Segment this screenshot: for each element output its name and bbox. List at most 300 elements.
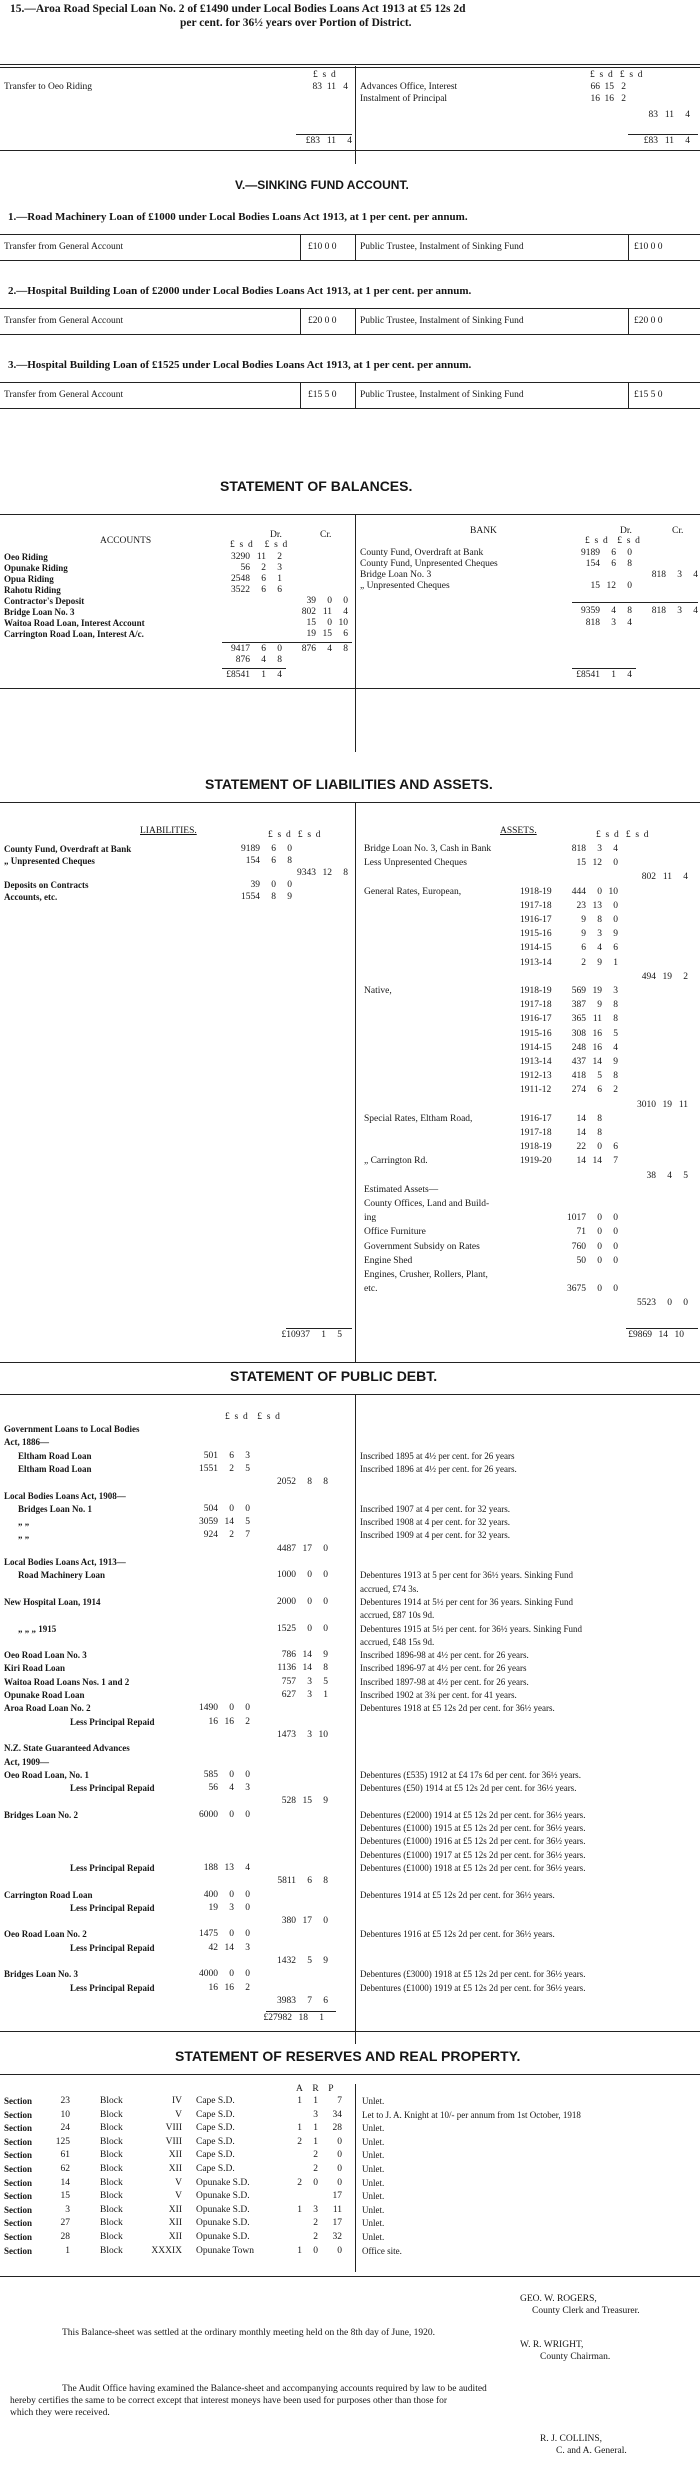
liability-label: „ Unpresented Cheques xyxy=(4,856,95,866)
asset-b-d: 2 xyxy=(683,971,688,982)
debt-a-d: 2 xyxy=(245,1716,250,1727)
asset-a-d: 3 xyxy=(613,986,618,996)
reserve-p: 34 xyxy=(332,2109,342,2120)
debt-note: Inscribed 1908 at 4 per cent. for 32 years. xyxy=(360,1517,510,1528)
reserve-r: 3 xyxy=(313,2109,318,2120)
balances-account-dr-d: 3 xyxy=(277,563,282,573)
asset-b-l: 802 xyxy=(641,872,656,883)
asset-year: 1917-18 xyxy=(520,1128,552,1138)
balances-account-cr-d: 6 xyxy=(343,629,348,639)
reserve-note: Unlet. xyxy=(362,2150,385,2161)
s15-right-s: 15 xyxy=(604,82,614,92)
rule-line xyxy=(266,2011,336,2012)
asset-year: 1917-18 xyxy=(520,1000,552,1011)
debt-b-l: 786 xyxy=(281,1650,296,1661)
debt-label: Local Bodies Loans Act, 1908— xyxy=(4,1490,126,1501)
public-debt-heading: STATEMENT OF PUBLIC DEBT. xyxy=(230,1368,438,1384)
clerk-name: GEO. W. ROGERS, xyxy=(520,2294,597,2304)
balances-account-label: Opunake Riding xyxy=(4,563,68,573)
asset-b-d: 5 xyxy=(683,1170,688,1181)
debt-label: Eltham Road Loan xyxy=(18,1463,92,1474)
debt-b-d: 10 xyxy=(318,1729,328,1740)
reserve-block-word: Block xyxy=(100,2177,123,2188)
reserve-district: Opunake S.D. xyxy=(196,2177,250,2188)
debt-a-l: 6000 xyxy=(199,1809,218,1820)
debt-b-d: 0 xyxy=(323,1570,328,1581)
reserve-r: 3 xyxy=(313,2204,318,2215)
s15-right-s: 16 xyxy=(604,94,614,104)
asset-a-s: 3 xyxy=(597,844,602,854)
reserve-section-no: 3 xyxy=(65,2204,70,2215)
auditor-name: R. J. COLLINS, xyxy=(540,2434,603,2444)
reserve-block-no: VIII xyxy=(165,2136,182,2147)
asset-year: 1911-12 xyxy=(520,1085,552,1096)
debt-label: Act, 1886— xyxy=(4,1437,49,1448)
debt-note: Inscribed 1909 at 4 per cent. for 32 years. xyxy=(360,1530,510,1541)
asset-a-s: 0 xyxy=(597,886,602,897)
balances-cr-right: Cr. xyxy=(672,526,684,536)
reserve-district: Cape S.D. xyxy=(196,2164,235,2174)
balances-account-cr-s: 0 xyxy=(327,596,332,606)
balances-right-sum-dr-s: 4 xyxy=(611,606,616,616)
debt-a-s: 13 xyxy=(224,1862,234,1873)
debt-a-d: 0 xyxy=(245,1809,250,1820)
reserve-block-no: IV xyxy=(171,2096,182,2106)
reserve-r: 0 xyxy=(313,2177,318,2188)
debt-label: Government Loans to Local Bodies xyxy=(4,1424,140,1434)
divider xyxy=(300,382,301,408)
balances-account-label: Carrington Road Loan, Interest A/c. xyxy=(4,629,144,639)
reserve-section-no: 23 xyxy=(60,2096,70,2106)
reserve-section-word: Section xyxy=(4,2232,32,2242)
debt-a-s: 14 xyxy=(224,1942,234,1953)
debt-b-s: 7 xyxy=(307,1995,312,2006)
balances-account-dr-d: 1 xyxy=(277,574,282,584)
debt-note: Debentures (£1000) 1916 at £5 12s 2d per cent. for 36½ years. xyxy=(360,1836,586,1847)
divider xyxy=(355,234,356,260)
reserve-a: 1 xyxy=(297,2204,302,2215)
reserve-block-word: Block xyxy=(100,2204,123,2215)
settled-note: This Balance-sheet was settled at the ordinary monthly meeting held on the 8th day of June, 1920. xyxy=(62,2328,436,2338)
balances-bank-label: Bridge Loan No. 3 xyxy=(360,570,432,580)
liability-b-d: 8 xyxy=(343,868,348,878)
s15-right-l: 16 xyxy=(590,94,600,104)
rule-line xyxy=(572,602,698,603)
debt-a-d: 3 xyxy=(245,1783,250,1794)
debt-b-s: 0 xyxy=(307,1596,312,1607)
public-debt-section: STATEMENT OF PUBLIC DEBT. £ s d £ s d Government Loans to Local Bodies Act, 1886— Eltham Road Loan 501 6 3 Inscribed 1895 at 4½ per cent. for 26 years Eltham Road Loan 1551 2 5 Inscribed 1896 at 4½ per cent. for 26 years. 2052 8 8 Local Bodies Loans Act, 1908— Bridges Loan No. 1 504 0 0 Inscribed 1907 at 4 per cent. for 32 years. „ „ 3059 14 5 Inscribed 1908 at 4 per cent. for 32 years. „ „ 924 2 7 Inscribed 1909 at 4 per cent. for 32 years. 4487 17 0 Local Bodies Loans Act, 1913— Road Machinery Loan 1000 0 0 Debentures 1913 at 5 per cent for 36½ years. Sinking Fund accrued, £74 3s. New Hospital Loan, 1914 2000 0 0 Debentures 1914 at 5½ per cent for 36 years. Sinking Fund accrued, £87 10s 9d. „ „ „ 1915 1525 0 0 Debentures 1915 at 5½ per cent. for 36½ years. Sinking Fund accrued, £48 15s 9d. Oeo Road Loan No. 3 786 14 9 Inscribed 1896-98 at 4½ per cent. for 26 years. Kiri Road Loan 1136 14 8 Inscribed 1896-97 at 4½ per cent. for 26 years Waitoa Road Loans Nos. 1 and 2 757 3 5 Inscribed 1897-98 at 4½ per cent. for 26 years. Opunake Road Loan 627 3 1 Inscribed 1902 at 3¾ per cent. for 41 years. Aroa Road Loan No. 2 1490 0 0 Debentures 1918 at £5 12s 2d per cent. for 36½ years. Less Principal Repaid 16 16 2 1473 3 10 N.Z. State Guaranteed Advances Act, 1909— Oeo Road Loan, No. 1 585 0 0 Debentures (£535) 1912 at £4 17s 6d per cent. for 36½ years. Less Principal Repaid 56 4 3 Debentures (£50) 1914 at £5 12s 2d per cent. for 36½ years. 528 15 9 Bridges Loan No. 2 6000 0 0 Debentures (£2000) 1914 at £5 12s 2d per cent. for 36½ years. Debentures (£1000) 1915 at £5 12s 2d per cent. for 36½ years. Debentures (£1000) 1916 at £5 12s 2d per cent. for 36½ years. Debentures (£1000) 1917 at £5 12s 2d per cent. for 36½ years. Less Principal Repaid 188 13 4 Debentures (£1000) 1918 at £5 12s 2d per cent. for 36½ years. 5811 6 8 Carrington Road Loan 400 0 0 Debentures 1914 at £5 12s 2d per cent. for 36½ years. Less Principal Repaid 19 3 0 380 17 0 Oeo Road Loan No. 2 1475 0 0 Debentures 1916 at £5 12s 2d per cent. for 36½ years. Less Principal Repaid 42 14 3 1432 5 9 Bridges Loan No. 3 4000 0 0 Debentures (£3000) 1918 at £5 12s 2d per cent. for 36½ years. Less Principal Repaid 16 16 2 Debentures (£1000) 1919 at £5 12s 2d per cent. for 36½ years. 3983 7 6 £27982 18 1 xyxy=(0,1360,700,2050)
debt-label: Act, 1909— xyxy=(4,1756,49,1767)
arp-p: P xyxy=(328,2084,334,2094)
debt-b-s: 0 xyxy=(307,1570,312,1581)
debt-note: Debentures (£50) 1914 at £5 12s 2d per cent. for 36½ years. xyxy=(360,1783,577,1794)
reserve-district: Cape S.D. xyxy=(196,2150,235,2161)
asset-a-d: 5 xyxy=(613,1028,618,1039)
asset-b-d: 0 xyxy=(683,1298,688,1309)
debt-b-d: 0 xyxy=(323,1596,328,1607)
rule-line xyxy=(222,642,352,643)
debt-label: Eltham Road Loan xyxy=(18,1450,92,1461)
reserve-block-word: Block xyxy=(100,2218,123,2229)
asset-a-s: 4 xyxy=(597,943,602,954)
debt-a-d: 5 xyxy=(245,1463,250,1474)
balances-bank-dr-d: 0 xyxy=(627,548,632,558)
col-head-right: £ s d £ s d xyxy=(590,70,643,80)
balances-heading: STATEMENT OF BALANCES. xyxy=(220,478,413,494)
debt-b-s: 14 xyxy=(302,1650,312,1661)
asset-year: 1919-20 xyxy=(520,1156,552,1167)
balances-account-dr-d: 2 xyxy=(277,552,282,562)
debt-a-s: 16 xyxy=(224,1716,234,1727)
debt-note: Debentures 1918 at £5 12s 2d per cent. for 36½ years. xyxy=(360,1703,555,1714)
balances-left-total-d: 4 xyxy=(277,670,282,680)
asset-a-s: 3 xyxy=(597,929,602,940)
asset-a-l: 50 xyxy=(576,1255,586,1266)
balances-account-cr-l: 802 xyxy=(301,607,316,617)
reserve-note: Unlet. xyxy=(362,2191,385,2202)
debt-a-s: 0 xyxy=(229,1889,234,1900)
liability-b-s: 12 xyxy=(322,868,332,878)
liabilities-total-l: £10937 xyxy=(281,1330,310,1340)
debt-a-d: 0 xyxy=(245,1969,250,1980)
asset-a-l: 14 xyxy=(576,1113,586,1124)
reserve-district: Cape S.D. xyxy=(196,2109,235,2120)
arp-a: A xyxy=(296,2084,303,2094)
balances-account-dr-s: 6 xyxy=(261,585,266,595)
asset-a-d: 0 xyxy=(613,900,618,911)
assets-head: ASSETS. xyxy=(500,826,537,836)
divider xyxy=(300,234,301,260)
debt-a-l: 1490 xyxy=(199,1703,218,1714)
asset-a-s: 9 xyxy=(597,1000,602,1011)
reserve-note: Unlet. xyxy=(362,2123,385,2134)
asset-label: County Offices, Land and Build- xyxy=(364,1199,490,1209)
debt-b-s: 3 xyxy=(307,1729,312,1740)
audit-line-2: hereby certifies the same to be correct except that interest moneys have been used for purposes other than those for xyxy=(10,2396,448,2406)
s15-left-total-l: £83 xyxy=(305,136,320,146)
reserve-block-no: XII xyxy=(168,2150,182,2161)
asset-year: 1915-16 xyxy=(520,1028,552,1039)
assets-total-s: 14 xyxy=(658,1330,668,1340)
debt-b-l: 380 xyxy=(281,1916,296,1927)
clerk-title: County Clerk and Treasurer. xyxy=(532,2306,640,2316)
chairman-name: W. R. WRIGHT, xyxy=(520,2340,584,2350)
rule-line xyxy=(0,2276,700,2277)
balances-left-sum-dr-s: 6 xyxy=(261,644,266,654)
debt-b-s: 14 xyxy=(302,1663,312,1674)
debt-b-l: 2000 xyxy=(277,1596,296,1607)
s15-right-sub-l: 83 xyxy=(648,110,658,120)
reserve-p: 0 xyxy=(337,2136,342,2147)
asset-a-d: 0 xyxy=(613,1241,618,1252)
liability-a-d: 0 xyxy=(287,844,292,854)
reserve-note: Let to J. A. Knight at 10/- per annum from 1st October, 1918 xyxy=(362,2109,581,2120)
asset-a-l: 569 xyxy=(571,986,586,996)
balances-bank-dr-s: 12 xyxy=(606,581,616,591)
s15-right-d: 2 xyxy=(621,94,626,104)
debt-note: accrued, £74 3s. xyxy=(360,1583,419,1594)
asset-b-l: 3010 xyxy=(637,1099,656,1110)
liability-b-l: 9343 xyxy=(297,868,316,878)
debt-note: Inscribed 1907 at 4 per cent. for 32 years. xyxy=(360,1503,510,1514)
debt-label: „ „ „ 1915 xyxy=(18,1623,57,1634)
footer-section xyxy=(0,2290,700,2482)
reserve-r: 2 xyxy=(313,2232,318,2242)
debt-note: Debentures 1914 at 5½ per cent for 36 years. Sinking Fund xyxy=(360,1596,573,1607)
asset-year: 1913-14 xyxy=(520,1057,552,1067)
reserve-section-word: Section xyxy=(4,2218,32,2229)
s15-left-label: Transfer to Oeo Riding xyxy=(4,82,93,92)
asset-a-s: 0 xyxy=(597,1213,602,1224)
debt-b-d: 9 xyxy=(323,1796,328,1807)
asset-a-l: 418 xyxy=(571,1071,586,1082)
asset-a-d: 8 xyxy=(613,1000,618,1011)
debt-a-d: 0 xyxy=(245,1769,250,1780)
asset-a-d: 9 xyxy=(613,929,618,940)
asset-a-s: 0 xyxy=(597,1227,602,1238)
debt-b-d: 8 xyxy=(323,1663,328,1674)
asset-year: 1916-17 xyxy=(520,1014,552,1025)
asset-a-d: 0 xyxy=(613,915,618,925)
reserve-r: 0 xyxy=(313,2245,318,2256)
reserve-section-no: 1 xyxy=(65,2245,70,2256)
auditor-title: C. and A. General. xyxy=(556,2446,627,2456)
arp-r: R xyxy=(312,2084,319,2094)
debt-b-d: 0 xyxy=(323,1543,328,1554)
balances-right-sum-dr-d: 8 xyxy=(627,606,632,616)
s15-right-total-s: 11 xyxy=(664,136,674,146)
debt-label: Carrington Road Loan xyxy=(4,1889,93,1900)
reserve-district: Cape S.D. xyxy=(196,2096,235,2106)
divider xyxy=(355,308,356,334)
debt-note: Debentures 1916 at £5 12s 2d per cent. for 36½ years. xyxy=(360,1929,555,1940)
balances-left-sum-cr-d: 8 xyxy=(343,644,348,654)
liability-a-l: 154 xyxy=(245,856,260,866)
debt-a-s: 2 xyxy=(229,1530,234,1541)
asset-a-l: 2 xyxy=(581,957,586,968)
s15-right-sub-s: 11 xyxy=(664,110,674,120)
balances-account-cr-s: 0 xyxy=(327,618,332,628)
asset-a-l: 9 xyxy=(581,915,586,925)
debt-a-l: 19 xyxy=(208,1902,218,1913)
sinking-loan-title: 3.—Hospital Building Loan of £1525 under Local Bodies Loans Act 1913, at 1 per cent. per annum. xyxy=(8,359,472,371)
balances-bank-cr-d: 4 xyxy=(693,570,698,580)
debt-b-l: 1525 xyxy=(277,1623,296,1634)
asset-year: 1913-14 xyxy=(520,957,552,968)
reserve-section-no: 62 xyxy=(60,2164,70,2174)
balances-bank-dr-l: 154 xyxy=(585,559,600,569)
balances-account-label: Opua Riding xyxy=(4,574,54,584)
debt-label: Oeo Road Loan, No. 1 xyxy=(4,1769,90,1780)
reserve-p: 0 xyxy=(337,2150,342,2161)
sinking-loan-title: 1.—Road Machinery Loan of £1000 under Local Bodies Loans Act 1913, at 1 per cent. per annum. xyxy=(8,211,468,223)
balances-dr-left: Dr. xyxy=(270,530,282,540)
reserve-note: Unlet. xyxy=(362,2136,385,2147)
s15-left-d: 4 xyxy=(343,82,348,92)
balances-account-cr-d: 10 xyxy=(338,618,348,628)
liabilities-head: LIABILITIES. xyxy=(140,826,197,836)
debt-a-s: 3 xyxy=(229,1902,234,1913)
asset-year: 1918-19 xyxy=(520,1142,552,1153)
asset-b-s: 19 xyxy=(662,1099,672,1110)
asset-a-d: 10 xyxy=(608,886,618,897)
rule-line xyxy=(0,308,700,309)
liability-a-l: 9189 xyxy=(241,844,260,854)
debt-b-s: 17 xyxy=(302,1916,312,1927)
debt-a-s: 0 xyxy=(229,1969,234,1980)
reserve-section-word: Section xyxy=(4,2164,32,2174)
debt-b-l: 1432 xyxy=(277,1956,296,1966)
sinking-left-value: £10 0 0 xyxy=(308,242,337,252)
reserve-section-word: Section xyxy=(4,2109,32,2120)
reserve-p: 0 xyxy=(337,2245,342,2256)
asset-a-l: 23 xyxy=(576,900,586,911)
debt-b-d: 6 xyxy=(323,1995,328,2006)
debt-b-d: 1 xyxy=(323,1690,328,1700)
reserve-block-no: V xyxy=(175,2177,182,2188)
assets-total-d: 10 xyxy=(674,1330,684,1340)
rule-line xyxy=(296,134,352,135)
debt-note: Inscribed 1902 at 3¾ per cent. for 41 years. xyxy=(360,1690,517,1700)
reserve-p: 28 xyxy=(332,2123,342,2134)
asset-a-s: 9 xyxy=(597,957,602,968)
reserve-block-no: V xyxy=(175,2191,182,2202)
asset-a-s: 6 xyxy=(597,1085,602,1096)
reserve-section-word: Section xyxy=(4,2204,32,2215)
asset-a-l: 9 xyxy=(581,929,586,940)
debt-b-l: 757 xyxy=(281,1676,296,1687)
asset-b-d: 11 xyxy=(678,1099,688,1110)
reserve-r: 2 xyxy=(313,2150,318,2161)
asset-a-d: 7 xyxy=(613,1156,618,1167)
liabilities-section: STATEMENT OF LIABILITIES AND ASSETS. LIABILITIES. ASSETS. £ s d £ s d £ s d £ s d County Fund, Overdraft at Bank 9189 6 0 „ Unpresented Cheques 154 6 8 9343 12 8 Deposits on Contracts 39 0 0 Accounts, etc. 1554 8 9 £10937 1 5 Bridge Loan No. 3, Cash in Bank 818 3 4 Less Unpresented Cheques 15 12 0 802 11 4 General Rates, European, 1918-19 444 0 10 1917-18 23 13 0 1916-17 9 8 0 1915-16 9 3 9 1914-15 6 4 6 1913-14 2 9 1 494 19 2 Native, 1918-19 569 19 3 1917-18 387 9 8 1916-17 365 11 8 1915-16 308 16 5 1914-15 248 16 4 1913-14 437 14 9 1912-13 418 5 8 1911-12 274 6 2 3010 19 11 Special Rates, Eltham Road, 1916-17 14 8 1917-18 14 8 1918-19 22 0 6 „ Carrington Rd. 1919-20 14 14 7 38 4 5 Estimated Assets— County Offices, Land and Build- ing 1017 0 0 Office Furniture 71 0 0 Government Subsidy on Rates 760 0 0 Engine Shed 50 0 0 Engines, Crusher, Rollers, Plant, etc. 3675 0 0 5523 0 0 £9869 14 10 xyxy=(0,770,700,1370)
asset-a-l: 14 xyxy=(576,1128,586,1138)
debt-label: Less Principal Repaid xyxy=(70,1982,155,1993)
debt-label: Oeo Road Loan No. 2 xyxy=(4,1929,87,1940)
debt-a-l: 56 xyxy=(208,1783,218,1794)
debt-a-l: 42 xyxy=(208,1942,218,1953)
debt-a-s: 0 xyxy=(229,1809,234,1820)
balances-left-sum-cr-l: 876 xyxy=(301,644,316,654)
asset-year: 1916-17 xyxy=(520,915,552,925)
reserve-note: Office site. xyxy=(362,2245,402,2256)
reserve-r: 1 xyxy=(313,2136,318,2147)
debt-a-s: 0 xyxy=(229,1929,234,1940)
asset-a-s: 5 xyxy=(597,1071,602,1082)
asset-a-s: 0 xyxy=(597,1284,602,1295)
s15-right-label: Instalment of Principal xyxy=(360,94,448,104)
balances-account-cr-d: 0 xyxy=(343,596,348,606)
reserve-p: 0 xyxy=(337,2164,342,2174)
asset-year: 1914-15 xyxy=(520,1042,552,1053)
balances-account-cr-l: 19 xyxy=(306,629,316,639)
reserve-block-word: Block xyxy=(100,2232,123,2242)
debt-a-d: 3 xyxy=(245,1450,250,1461)
debt-a-d: 0 xyxy=(245,1902,250,1913)
debt-note: Debentures (£1000) 1917 at £5 12s 2d per cent. for 36½ years. xyxy=(360,1849,586,1860)
asset-label: General Rates, European, xyxy=(364,886,462,897)
reserves-heading: STATEMENT OF RESERVES AND REAL PROPERTY. xyxy=(175,2048,521,2064)
reserve-p: 11 xyxy=(332,2204,342,2215)
reserve-block-word: Block xyxy=(100,2191,123,2202)
asset-year: 1918-19 xyxy=(520,986,552,996)
asset-a-s: 11 xyxy=(592,1014,602,1025)
debt-b-l: 5811 xyxy=(277,1876,296,1887)
balances-account-cr-s: 15 xyxy=(322,629,332,639)
debt-note: Debentures 1915 at 5½ per cent. for 36½ years. Sinking Fund xyxy=(360,1623,582,1634)
balances-bank-dr-d: 8 xyxy=(627,559,632,569)
reserve-district: Opunake Town xyxy=(196,2245,254,2256)
asset-a-l: 22 xyxy=(576,1142,586,1153)
balances-account-cr-d: 4 xyxy=(343,607,348,617)
debt-label: Waitoa Road Loans Nos. 1 and 2 xyxy=(4,1676,130,1687)
debt-b-l: 528 xyxy=(281,1796,296,1807)
reserve-note: Unlet. xyxy=(362,2164,385,2174)
balances-bank-dr-s: 6 xyxy=(611,559,616,569)
s15-left-total-d: 4 xyxy=(347,136,352,146)
asset-a-s: 14 xyxy=(592,1156,602,1167)
balances-right-sum-cr-s: 3 xyxy=(677,606,682,616)
reserve-p: 32 xyxy=(332,2232,342,2242)
reserve-p: 0 xyxy=(337,2177,342,2188)
asset-a-l: 14 xyxy=(576,1156,586,1167)
asset-b-l: 5523 xyxy=(637,1298,656,1309)
reserve-block-word: Block xyxy=(100,2096,123,2106)
debt-a-l: 3059 xyxy=(199,1517,218,1528)
asset-a-d: 0 xyxy=(613,1284,618,1295)
debt-a-l: 188 xyxy=(203,1862,218,1873)
debt-a-l: 501 xyxy=(203,1450,218,1461)
debt-a-l: 1551 xyxy=(199,1463,218,1474)
sinking-left-label: Transfer from General Account xyxy=(4,242,124,252)
debt-note: Debentures (£535) 1912 at £4 17s 6d per cent. for 36½ years. xyxy=(360,1769,581,1780)
reserve-section-no: 27 xyxy=(60,2218,70,2229)
debt-note: Debentures (£1000) 1918 at £5 12s 2d per cent. for 36½ years. xyxy=(360,1862,586,1873)
debt-note: Debentures 1914 at £5 12s 2d per cent. for 36½ years. xyxy=(360,1889,555,1900)
divider xyxy=(355,382,356,408)
debt-b-l: 1000 xyxy=(277,1570,296,1581)
reserve-block-word: Block xyxy=(100,2123,123,2134)
asset-a-s: 0 xyxy=(597,1241,602,1252)
liability-label: Accounts, etc. xyxy=(4,892,58,902)
balances-cr-left: Cr. xyxy=(320,530,332,540)
balances-right-sum2-d: 4 xyxy=(627,618,632,628)
liability-a-d: 9 xyxy=(287,892,292,902)
asset-a-l: 760 xyxy=(571,1241,586,1252)
balances-account-label: Oeo Riding xyxy=(4,552,48,562)
asset-a-d: 6 xyxy=(613,1142,618,1153)
balances-account-dr-d: 6 xyxy=(277,585,282,595)
sinking-right-value: £20 0 0 xyxy=(634,316,663,326)
reserve-district: Opunake S.D. xyxy=(196,2218,250,2229)
liability-label: Deposits on Contracts xyxy=(4,880,89,890)
sinking-left-label: Transfer from General Account xyxy=(4,316,124,326)
debt-label: New Hospital Loan, 1914 xyxy=(4,1596,101,1607)
rule-line xyxy=(0,234,700,235)
asset-a-s: 0 xyxy=(597,1142,602,1153)
asset-label: Engines, Crusher, Rollers, Plant, xyxy=(364,1270,488,1280)
balances-section: STATEMENT OF BALANCES. ACCOUNTS BANK Dr. Cr. Dr. Cr. £ s d £ s d £ s d £ s d Oeo Riding 3290 11 2 Opunake Riding 56 2 3 Opua Riding 2548 6 1 Rahotu Riding 3522 6 6 Contractor's Deposit 39 0 0 Bridge Loan No. 3 802 11 4 Waitoa Road Loan, Interest Account 15 0 10 Carrington Road Loan, Interest A/c. 19 15 6 9417 6 0 876 4 8 876 4 8 £8541 1 4 County Fund, Overdraft at Bank 9189 6 0 County Fund, Unpresented Cheques 154 6 8 Bridge Loan No. 3 818 3 4 „ Unpresented Cheques 15 12 0 9359 4 8 818 3 4 818 3 4 £8541 1 4 xyxy=(0,470,700,780)
reserve-section-word: Section xyxy=(4,2191,32,2202)
asset-b-s: 4 xyxy=(667,1170,672,1181)
rule-line xyxy=(0,260,700,261)
debt-label: Oeo Road Loan No. 3 xyxy=(4,1650,87,1661)
debt-b-d: 8 xyxy=(323,1876,328,1887)
debt-label: Bridges Loan No. 1 xyxy=(18,1503,93,1514)
debt-label: Less Principal Repaid xyxy=(70,1942,155,1953)
balances-account-label: Contractor's Deposit xyxy=(4,596,85,606)
debt-b-s: 0 xyxy=(307,1623,312,1634)
